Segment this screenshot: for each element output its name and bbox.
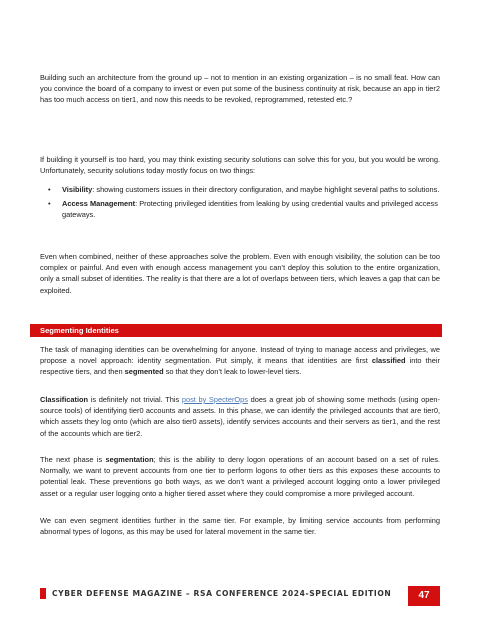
bullet-text: : showing customers issues in their directory configuration, and maybe highlight several paths to solutions. — [92, 185, 440, 194]
bullet-term: Access Management — [62, 199, 136, 209]
paragraph-classification: Classification is definitely not trivial. This post by SpecterOps does a great job of showing some methods (using open-source tools) of identifying tier0 accounts and assets. In this phase, we can identify the privileged accounts that are tier0, which assets they log onto (which are also tier0 assets), identify services accounts and their servers as tier1, and the rest of the accounts which are tier2. — [40, 395, 440, 438]
paragraph-segmentation-phase: The next phase is segmentation; this is the ability to deny logon operations of an account based on a set of rules. Normally, we want to prevent accounts from one tier to perform logons to other tiers as this exposes these accounts to potential leak. These preventions go both ways, as we don’t want a privileged account logging onto a lower privileged asset or a regular user logging onto a higher tiered asset where they could compromise a more privileged account. — [40, 455, 440, 498]
paragraph-architecture: Building such an architecture from the ground up – not to mention in an existing organization – is no small feat. How can you convince the board of a company to invest or even put some of the business continuity at risk, because an app in tier2 has too much access on tier1, and now this needs to be revoked, reprogrammed, retested etc.? — [40, 73, 440, 105]
paragraph-existing-solutions: If building it yourself is too hard, you may think existing security solutions can solve this for you, but you would be wrong. Unfortunately, security solutions today mostly focus on two things: — [40, 155, 440, 176]
section-heading: Segmenting Identities — [30, 324, 442, 337]
footer-accent-bar — [40, 588, 46, 599]
footer-publication: CYBER DEFENSE MAGAZINE – RSA CONFERENCE 2024-SPECIAL EDITION — [52, 589, 392, 598]
paragraph-combined: Even when combined, neither of these approaches solve the problem. Even with enough visibility, the solution can be too complex or painful. And even with enough access management you can’t deploy this solution to the entire organization, only a small subset of identities. The reality is that there are a lot of overlaps between tiers, which leaves a gap that can be exploited. — [40, 252, 441, 295]
paragraph-same-tier: We can even segment identities further in the same tier. For example, by limiting service accounts from performing abnormal types of logons, as this may be used for lateral movement in the same tier. — [40, 516, 440, 537]
focus-list — [40, 184, 440, 224]
list-item-access-management — [40, 198, 440, 220]
bullet-text: : Protecting privileged identities from leaking by using credential vaults and privileged access gateways. — [62, 199, 438, 220]
specterops-link[interactable]: post by SpecterOps — [181, 395, 248, 404]
page-number: 47 — [408, 586, 440, 606]
list-item-visibility — [40, 184, 440, 195]
paragraph-segmentation-intro: The task of managing identities can be overwhelming for anyone. Instead of trying to manage access and privileges, we propose a novel approach: identity segmentation. Put simply, it means that identities are first classified into their respective tiers, and then segmented so that they don’t leak to lower-level tiers. — [40, 345, 441, 377]
bullet-term: Visibility — [62, 185, 93, 194]
